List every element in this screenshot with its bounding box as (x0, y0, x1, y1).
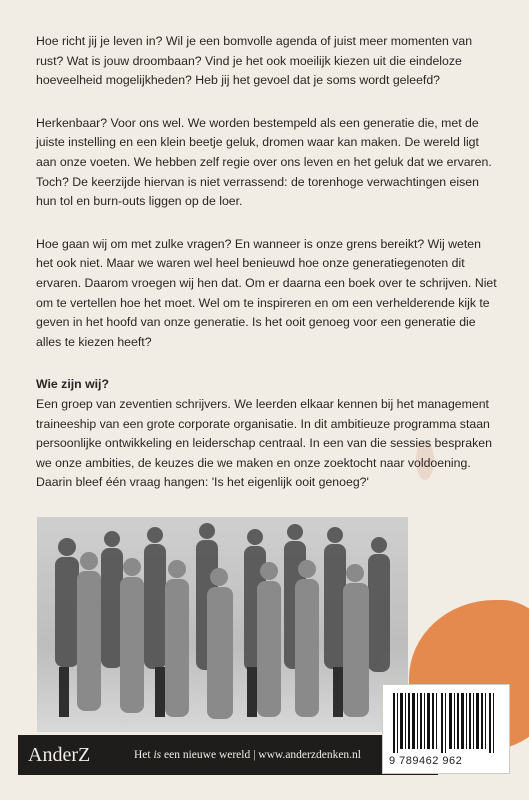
tagline-post: een nieuwe wereld | www.anderzdenken.nl (161, 749, 362, 761)
section-heading: Wie zijn wij? (36, 377, 109, 392)
group-photo (37, 517, 408, 732)
publisher-tagline (134, 749, 361, 761)
publisher-footer (18, 735, 438, 775)
tagline-emphasis: is (153, 749, 162, 761)
paragraph-3: Hoe gaan wij om met zulke vragen? En wanneer is onze grens bereikt? Wij weten het ook niet. Maar we waren wel heel benieuwd hoe onze generatiegenoten dit ervaren. Daarom vroegen wij hen dat. Om er daarna een boek over te schrijven. Niet om te vertellen hoe het moet. Wel om te inspireren en om een verhelderende kijk te geven in het hoofd van onze generatie. Is het ooit genoeg voor een generatie die alles te kiezen heeft? (36, 236, 497, 349)
tagline-pre: Het (134, 749, 154, 761)
blurb-text (36, 32, 498, 516)
barcode (382, 684, 510, 774)
barcode-bars-icon (391, 693, 501, 753)
paragraph-2: Herkenbaar? Voor ons wel. We worden bestempeld als een generatie die, met de juiste instelling en een klein beetje geluk, dromen waar kan maken. De wereld ligt aan onze voeten. We hebben zelf regie over ons leven en het geluk dat we ervaren. Toch? De keerzijde hiervan is niet verrassend: de torenhoge verwachtingen eisen hun tol en burn-outs liggen op de loer. (36, 115, 492, 209)
publisher-logo: AnderZ (28, 743, 91, 766)
barcode-number: 9 789462 962 (389, 755, 463, 767)
group-photo-illustration (37, 517, 408, 732)
paragraph-1: Hoe richt jij je leven in? Wil je een bomvolle agenda of juist meer momenten van rust? Wat is jouw droombaan? Vind je het ook moeilijk kiezen uit die eindeloze hoeveelheid mogelijkheden? Heb jij het gevoel dat je soms wordt geleefd? (36, 34, 473, 88)
section-text: Een groep van zeventien schrijvers. We leerden elkaar kennen bij het management traineeship van een grote corporate organisatie. In dit ambitieuze programma staan persoonlijke ontwikkeling en leiderschap centraal. In een van die sessies bespraken we onze ambities, de keuzes die we maken en onze zoektocht naar voldoening. Daarin bleef één vraag hangen: 'Is het eigenlijk ooit genoeg?' (36, 396, 492, 490)
